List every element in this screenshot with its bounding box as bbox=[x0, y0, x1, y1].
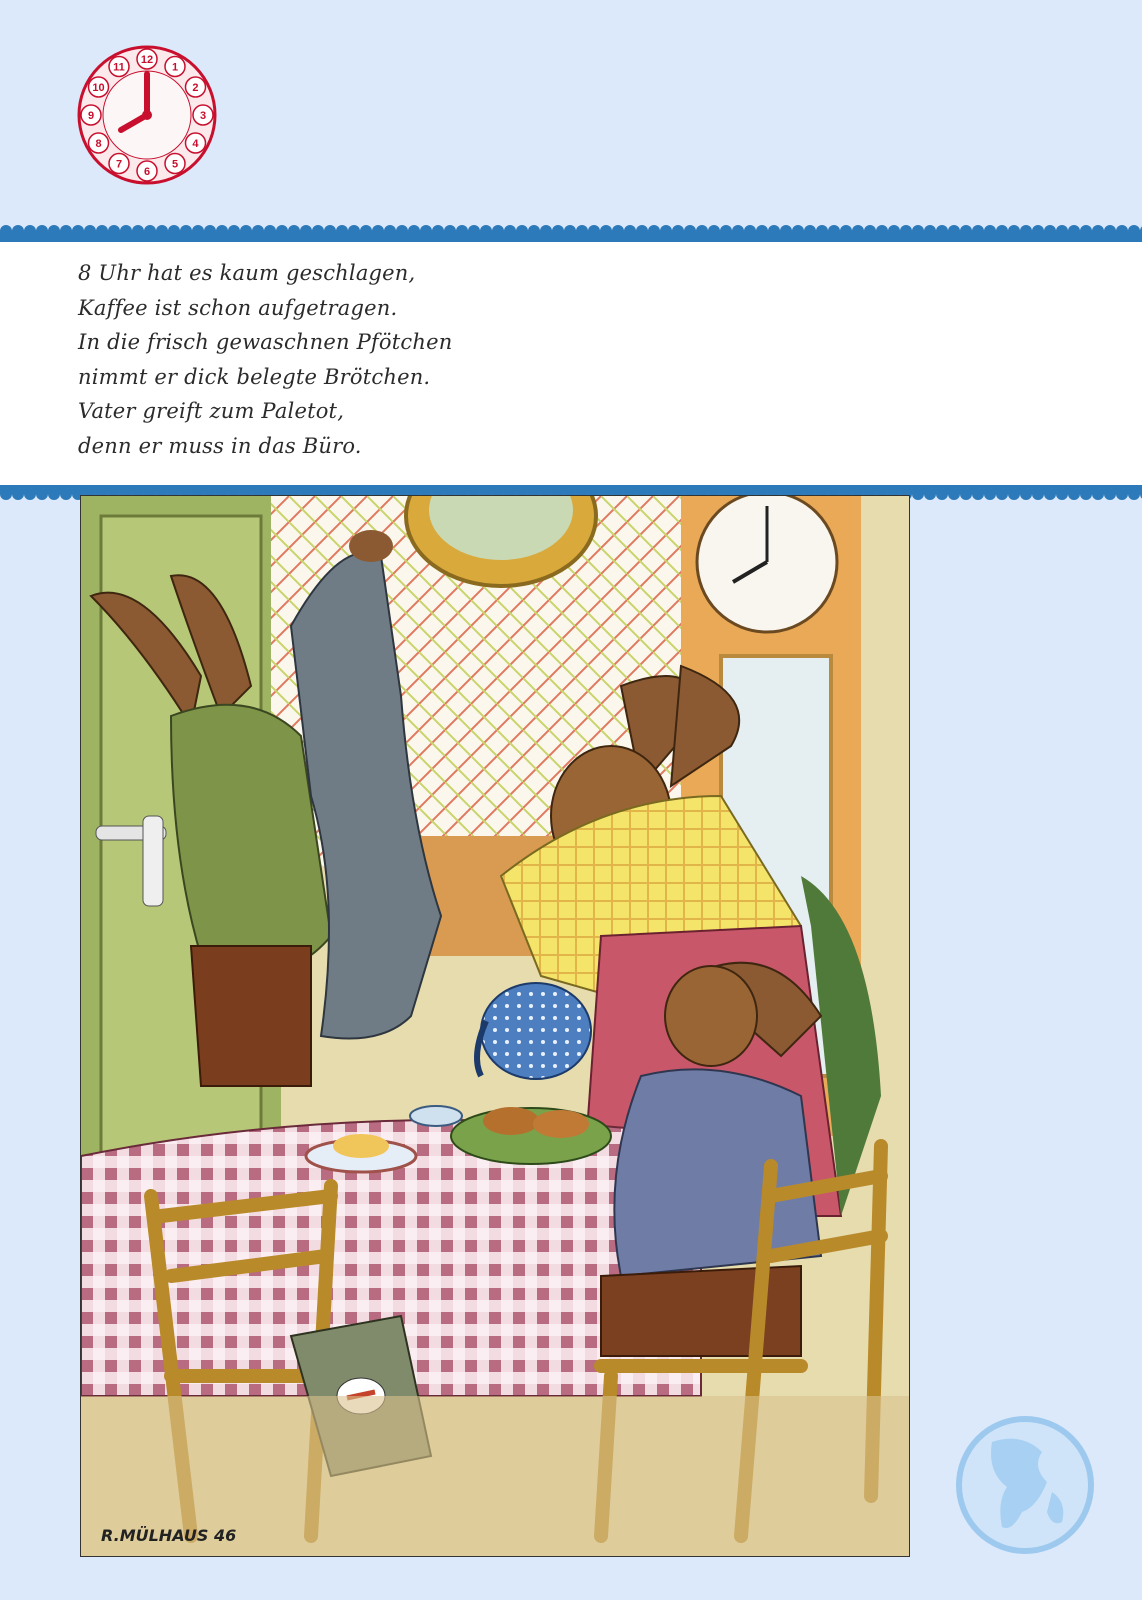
clock-numeral: 10 bbox=[92, 82, 105, 94]
clock-icon bbox=[76, 44, 218, 186]
clock-numeral: 11 bbox=[113, 61, 125, 74]
clock-numeral: 9 bbox=[87, 110, 95, 122]
wave-divider-top bbox=[0, 224, 1142, 242]
clock-numeral: 5 bbox=[171, 158, 179, 171]
poem-line: Vater greift zum Paletot, bbox=[78, 399, 345, 423]
poem-line: Kaffee ist schon aufgetragen. bbox=[78, 295, 398, 320]
clock-numeral: 1 bbox=[171, 61, 179, 74]
wall-clock-icon bbox=[697, 495, 837, 632]
clock-numeral: 7 bbox=[115, 158, 123, 171]
clock-numeral: 12 bbox=[140, 54, 154, 66]
poem-line: nimmt er dick belegte Brötchen. bbox=[78, 364, 431, 389]
poem-text bbox=[78, 256, 452, 463]
poem-line: In die frisch gewaschnen Pfötchen bbox=[78, 330, 453, 354]
poem-line: denn er muss in das Büro. bbox=[78, 433, 362, 458]
poem-line: 8 Uhr hat es kaum geschlagen, bbox=[78, 261, 416, 285]
globe-icon bbox=[952, 1412, 1098, 1558]
clock-numeral: 6 bbox=[143, 166, 151, 178]
rabbit-family-breakfast-illustration bbox=[80, 495, 910, 1557]
clock-numeral: 2 bbox=[192, 82, 199, 94]
illustration-signature: R.MÜLHAUS 46 bbox=[101, 1526, 237, 1545]
clock-numeral: 4 bbox=[192, 138, 199, 150]
clock-numeral: 3 bbox=[199, 110, 207, 122]
clock-numeral: 8 bbox=[95, 138, 102, 150]
